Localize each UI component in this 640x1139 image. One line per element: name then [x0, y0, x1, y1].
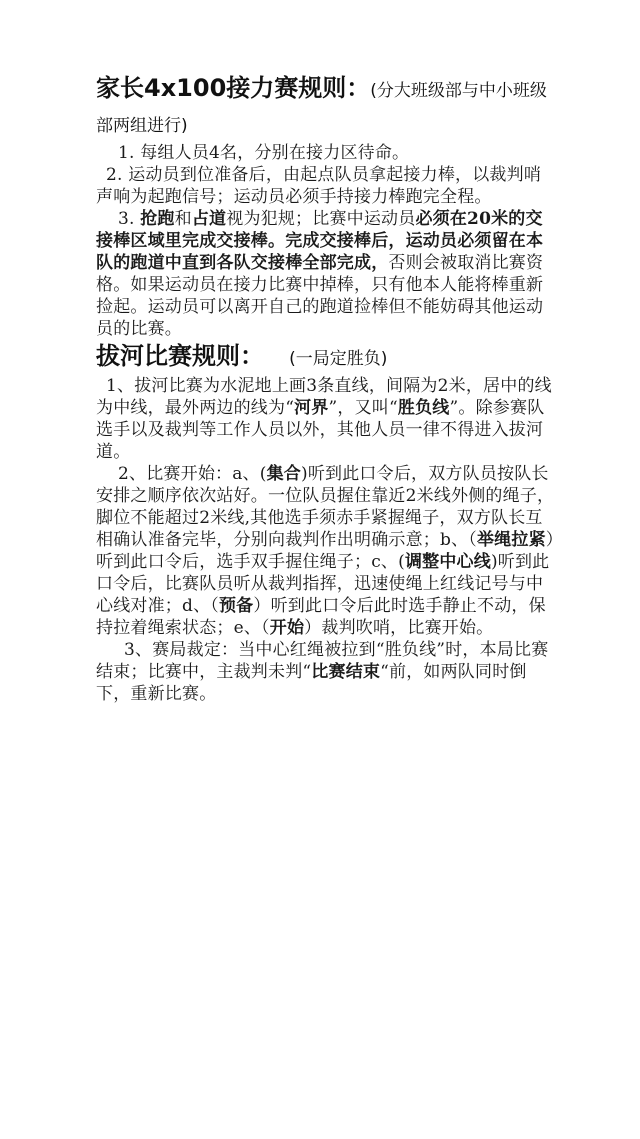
bold-term: 开始 — [269, 618, 305, 638]
tug-rule-3 — [96, 639, 556, 705]
bold-term: 比赛结束 — [311, 662, 381, 682]
tug-rule-2 — [96, 463, 556, 639]
relay-rule-3 — [96, 208, 556, 340]
relay-title-note: (分大班级部与中小班级部两组进行) — [96, 81, 547, 136]
text-run: ”，又叫“ — [328, 398, 398, 418]
relay-rule-1: 1. 每组人员4名，分别在接力区待命。 — [118, 143, 410, 163]
section-title-tug-of-war — [96, 340, 556, 375]
document — [96, 72, 556, 705]
text-run: 1、拔河比赛为水泥地上画3条直线，间隔为2米，居中的线为中线，最外两边的线为“ — [96, 376, 552, 418]
text-run: 2、比赛开始：a、( — [118, 464, 267, 484]
bold-term: 举绳拉紧 — [476, 530, 546, 550]
text-run: ）听到此口令后，选手双手握住绳子；c、( — [96, 530, 555, 572]
relay-title-text: 家长4x100接力赛规则： — [96, 74, 371, 102]
text-run: ）听到此口令后此时选手静止不动，保持拉着绳索状态；e、（ — [96, 596, 546, 638]
text-run: 和 — [174, 209, 192, 229]
text-run: “前，如两队同时倒下，重新比赛。 — [96, 662, 527, 704]
tug-rule-1 — [96, 375, 556, 463]
bold-term: 抢跑 — [140, 209, 175, 229]
bold-term: 集合 — [266, 464, 301, 484]
relay-rule-3-num: 3. — [118, 209, 135, 229]
text-run: )听到此口令后，比赛队员听从裁判指挥，迅速使绳上红线记号与中心线对准；d、（ — [96, 552, 550, 616]
text-run: 否则会被取消比赛资格。如果运动员在接力比赛中掉棒，只有他本人能将棒重新捡起。运动员可以离开自己的跑道捡棒但不能妨碍其他运动员的比赛。 — [96, 253, 544, 339]
bold-term: 必须在20米的交接棒区域里完成交接棒。完成交接棒后，运动员必须留在本队的跑道中直到各队交接棒全部完成， — [96, 209, 544, 273]
bold-term: 胜负线 — [397, 398, 450, 418]
tug-title-note: (一局定胜负) — [289, 349, 388, 369]
bold-term: 调整中心线 — [404, 552, 491, 572]
bold-term: 预备 — [218, 596, 254, 616]
bold-term: 河界 — [294, 398, 329, 418]
relay-rule-2: 2. 运动员到位准备后，由起点队员拿起接力棒，以裁判哨声响为起跑信号；运动员必须手持接力棒跑完全程。 — [96, 165, 542, 207]
tug-title-text: 拔河比赛规则： — [96, 342, 264, 370]
text-run: ）裁判吹哨，比赛开始。 — [304, 618, 494, 638]
text-run: 3、赛局裁定：当中心红绳被拉到“胜负线”时，本局比赛结束；比赛中，主裁判未判“ — [96, 640, 549, 682]
text-run: ”。除参赛队选手以及裁判等工作人员以外，其他人员一律不得进入拔河道。 — [96, 398, 545, 462]
bold-term: 占道 — [191, 209, 227, 229]
text-run: 视为犯规；比赛中运动员 — [226, 209, 416, 229]
text-run: )听到此口令后，双方队员按队长安排之顺序依次站好。一位队员握住靠近2米线外侧的绳子，脚位不能超过2米线,其他选手须赤手紧握绳子，双方队长互相确认准备完毕，分别向裁判作出明确示意；b、（ — [96, 464, 555, 550]
section-title-relay — [96, 72, 556, 142]
